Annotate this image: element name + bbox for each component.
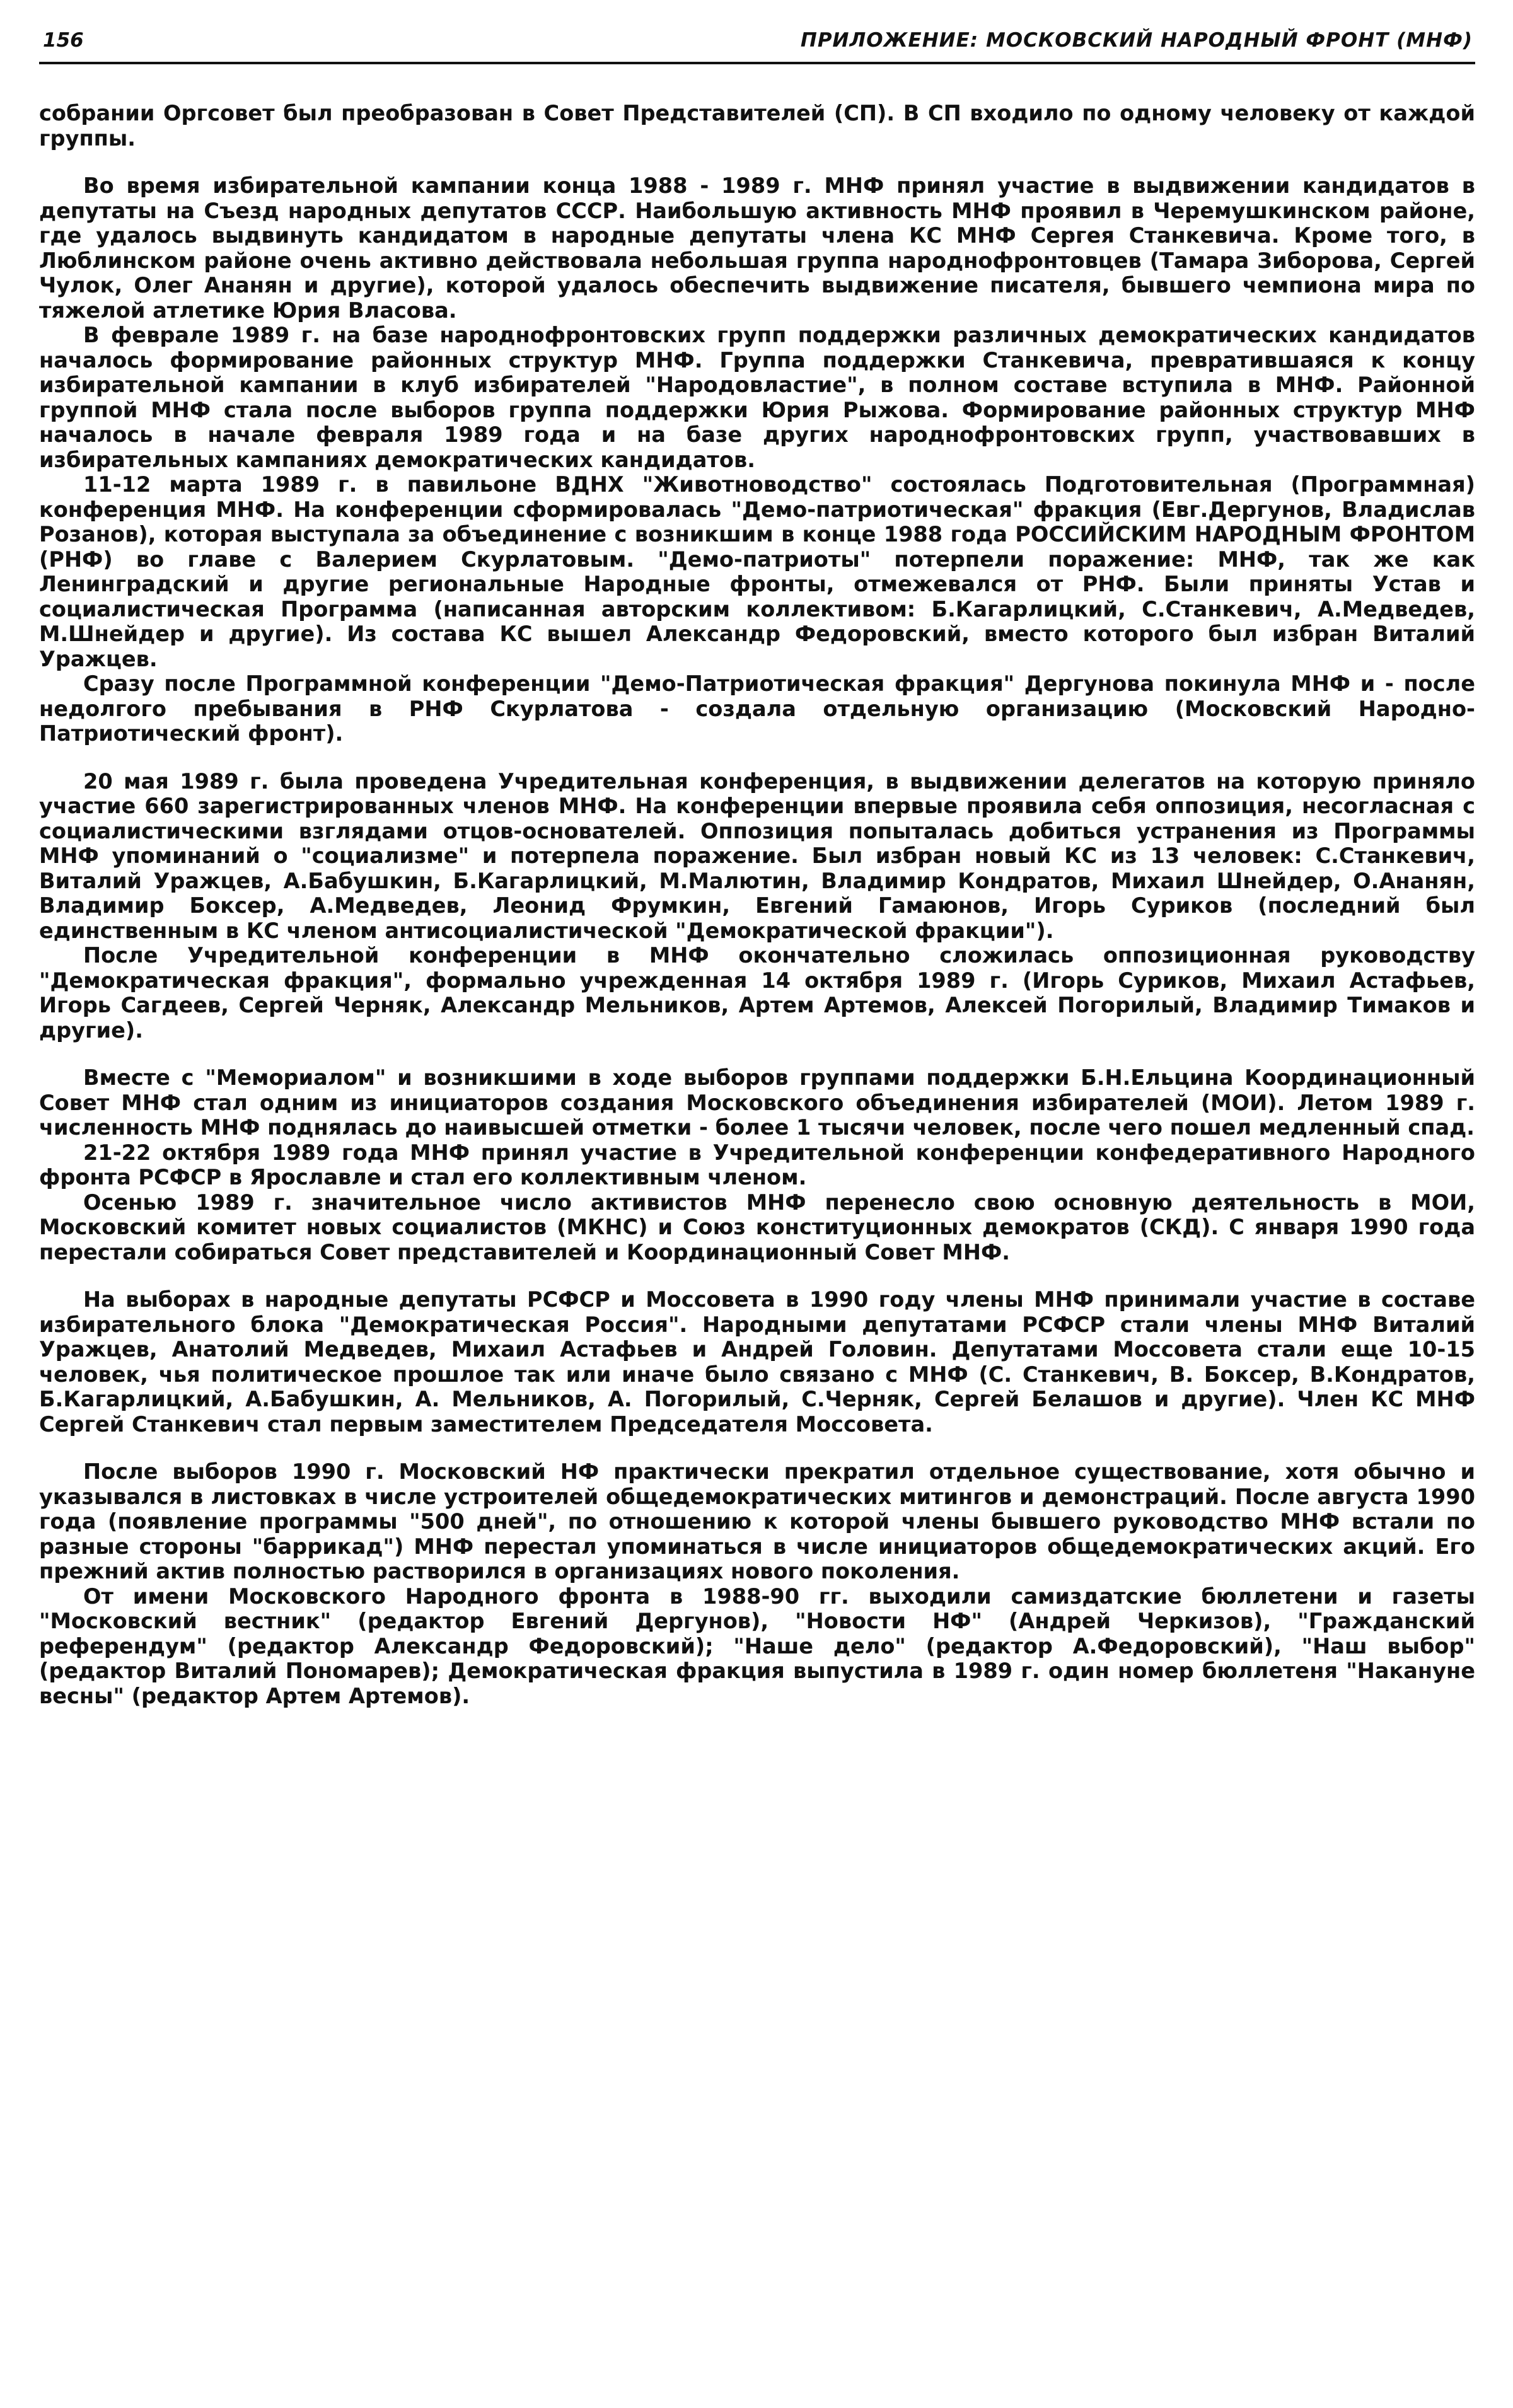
paragraph: Осенью 1989 г. значительное число активистов МНФ перенесло свою основную деятельность в МОИ, Московский комитет новых социалистов (МКНС) и Союз конституционных демократов (СКД). С января 1990 года перестали собираться Совет представителей и Координационный Совет МНФ. [39, 1190, 1475, 1265]
paragraph: Сразу после Программной конференции "Демо-Патриотическая фракция" Дергунова покинула МНФ и - после недолгого пребывания в РНФ Скурлатова - создала отдельную организацию (Московский Народно-Патриотический фронт). [39, 671, 1475, 746]
page-header [39, 25, 1475, 64]
paragraph: 11-12 марта 1989 г. в павильоне ВДНХ "Животноводство" состоялась Подготовительная (Программная) конференция МНФ. На конференции сформировалась "Демо-патриотическая" фракция (Евг.Дергунов, Владислав Розанов), которая выступала за объединение с возникшим в конце 1988 года РОССИЙСКИМ НАРОДНЫМ ФРОНТОМ (РНФ) во главе с Валерием Скурлатовым. "Демо-патриоты" потерпели поражение: МНФ, так же как Ленинградский и другие региональные Народные фронты, отмежевался от РНФ. Были приняты Устав и социалистическая Программа (написанная авторским коллективом: Б.Кагарлицкий, С.Станкевич, А.Медведев, М.Шнейдер и другие). Из состава КС вышел Александр Федоровский, вместо которого был избран Виталий Уражцев. [39, 472, 1475, 671]
paragraph: В феврале 1989 г. на базе народнофронтовских групп поддержки различных демократических кандидатов началось формирование районных структур МНФ. Группа поддержки Станкевича, превратившаяся к концу избирательной кампании в клуб избирателей "Народовластие", в полном составе вступила в МНФ. Районной группой МНФ стала после выборов группа поддержки Юрия Рыжова. Формирование районных структур МНФ началось в начале февраля 1989 года и на базе других народнофронтовских групп, участвовавших в избирательных кампаниях демократических кандидатов. [39, 323, 1475, 472]
paragraph: После выборов 1990 г. Московский НФ практически прекратил отдельное существование, хотя обычно и указывался в листовках в числе устроителей общедемократических митингов и демонстраций. После августа 1990 года (появление программы "500 дней", по отношению к которой члены бывшего руководство МНФ встали по разные стороны "баррикад") МНФ перестал упоминаться в числе инициаторов общедемократических акций. Его прежний актив полностью растворился в организациях нового поколения. [39, 1459, 1475, 1583]
paragraph: От имени Московского Народного фронта в 1988-90 гг. выходили самиздатские бюллетени и газеты "Московский вестник" (редактор Евгений Дергунов), "Новости НФ" (Андрей Черкизов), "Гражданский референдум" (редактор Александр Федоровский); "Наше дело" (редактор А.Федоровский), "Наш выбор" (редактор Виталий Пономарев); Демократическая фракция выпустила в 1989 г. один номер бюллетеня "Накануне весны" (редактор Артем Артемов). [39, 1583, 1475, 1708]
paragraph: На выборах в народные депутаты РСФСР и Моссовета в 1990 году члены МНФ принимали участие в составе избирательного блока "Демократическая Россия". Народными депутатами РСФСР стали члены МНФ Виталий Уражцев, Анатолий Медведев, Михаил Астафьев и Андрей Головин. Депутатами Моссовета стали еще 10-15 человек, чья политическое прошлое так или иначе было связано с МНФ (С. Станкевич, В. Боксер, В.Кондратов, Б.Кагарлицкий, А.Бабушкин, А. Мельников, А. Погорилый, С.Черняк, Сергей Белашов и другие). Член КС МНФ Сергей Станкевич стал первым заместителем Председателя Моссовета. [39, 1287, 1475, 1437]
paragraph: 20 мая 1989 г. была проведена Учредительная конференция, в выдвижении делегатов на которую приняло участие 660 зарегистрированных членов МНФ. На конференции впервые проявила себя оппозиция, несогласная с социалистическими взглядами отцов-основателей. Оппозиция попыталась добиться устранения из Программы МНФ упоминаний о "социализме" и потерпела поражение. Был избран новый КС из 13 человек: С.Станкевич, Виталий Уражцев, А.Бабушкин, Б.Кагарлицкий, М.Малютин, Владимир Кондратов, Михаил Шнейдер, О.Ананян, Владимир Боксер, А.Медведев, Леонид Фрумкин, Евгений Гамаюнов, Игорь Суриков (последний был единственным в КС членом антисоциалистической "Демократической фракции"). [39, 768, 1475, 943]
running-head: ПРИЛОЖЕНИЕ: МОСКОВСКИЙ НАРОДНЫЙ ФРОНТ (МНФ) [800, 29, 1473, 52]
page-number: 156 [43, 29, 84, 52]
paragraph: 21-22 октября 1989 года МНФ принял участие в Учредительной конференции конфедеративного Народного фронта РСФСР в Ярославле и стал его коллективным членом. [39, 1140, 1475, 1190]
body-text [39, 101, 1475, 1708]
paragraph: Во время избирательной кампании конца 1988 - 1989 г. МНФ принял участие в выдвижении кандидатов в депутаты на Съезд народных депутатов СССР. Наибольшую активность МНФ проявил в Черемушкинском районе, где удалось выдвинуть кандидатом в народные депутаты члена КС МНФ Сергея Станкевича. Кроме того, в Люблинском районе очень активно действовала небольшая группа народнофронтовцев (Тамара Зиборова, Сергей Чулок, Олег Ананян и другие), которой удалось обеспечить выдвижение писателя, бывшего чемпиона мира по тяжелой атлетике Юрия Власова. [39, 173, 1475, 323]
paragraph: После Учредительной конференции в МНФ окончательно сложилась оппозиционная руководству "Демократическая фракция", формально учрежденная 14 октября 1989 г. (Игорь Суриков, Михаил Астафьев, Игорь Сагдеев, Сергей Черняк, Александр Мельников, Артем Артемов, Алексей Погорилый, Владимир Тимаков и другие). [39, 943, 1475, 1043]
paragraph: собрании Оргсовет был преобразован в Совет Представителей (СП). В СП входило по одному человеку от каждой группы. [39, 101, 1475, 151]
paragraph: Вместе с "Мемориалом" и возникшими в ходе выборов группами поддержки Б.Н.Ельцина Координационный Совет МНФ стал одним из инициаторов создания Московского объединения избирателей (МОИ). Летом 1989 г. численность МНФ поднялась до наивысшей отметки - более 1 тысячи человек, после чего пошел медленный спад. [39, 1065, 1475, 1140]
